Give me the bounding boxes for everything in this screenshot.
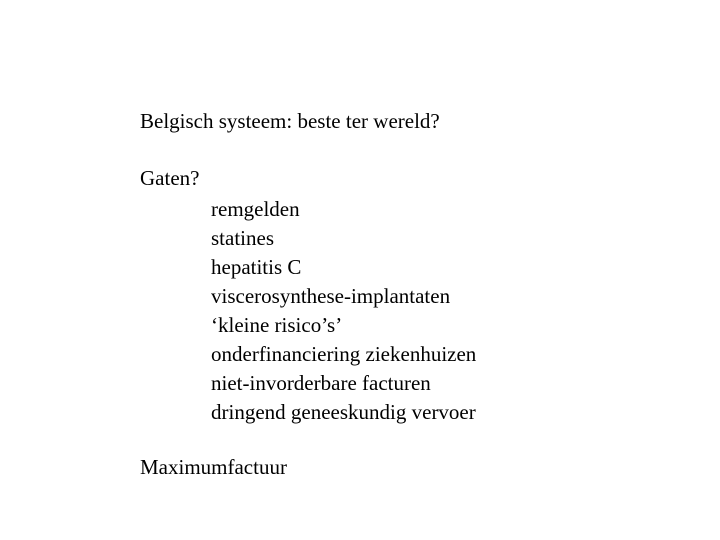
main-question: Belgisch systeem: beste ter wereld? [140,109,440,133]
conclusion: Maximumfactuur [140,455,287,479]
gap-item-facturen: niet-invorderbare facturen [211,371,431,395]
gap-list [211,195,476,427]
gap-item-vervoer: dringend geneeskundig vervoer [211,400,476,424]
gap-item-implantaten: viscerosynthese-implantaten [211,284,451,308]
gap-item-kleine-risicos: ‘kleine risico’s’ [211,313,343,337]
gap-item-statines: statines [211,226,274,250]
gap-item-remgelden: remgelden [211,197,300,221]
gap-item-hepatitis-c: hepatitis C [211,255,302,279]
gap-item-onderfinanciering: onderfinanciering ziekenhuizen [211,342,477,366]
gaps-heading: Gaten? [140,166,200,190]
